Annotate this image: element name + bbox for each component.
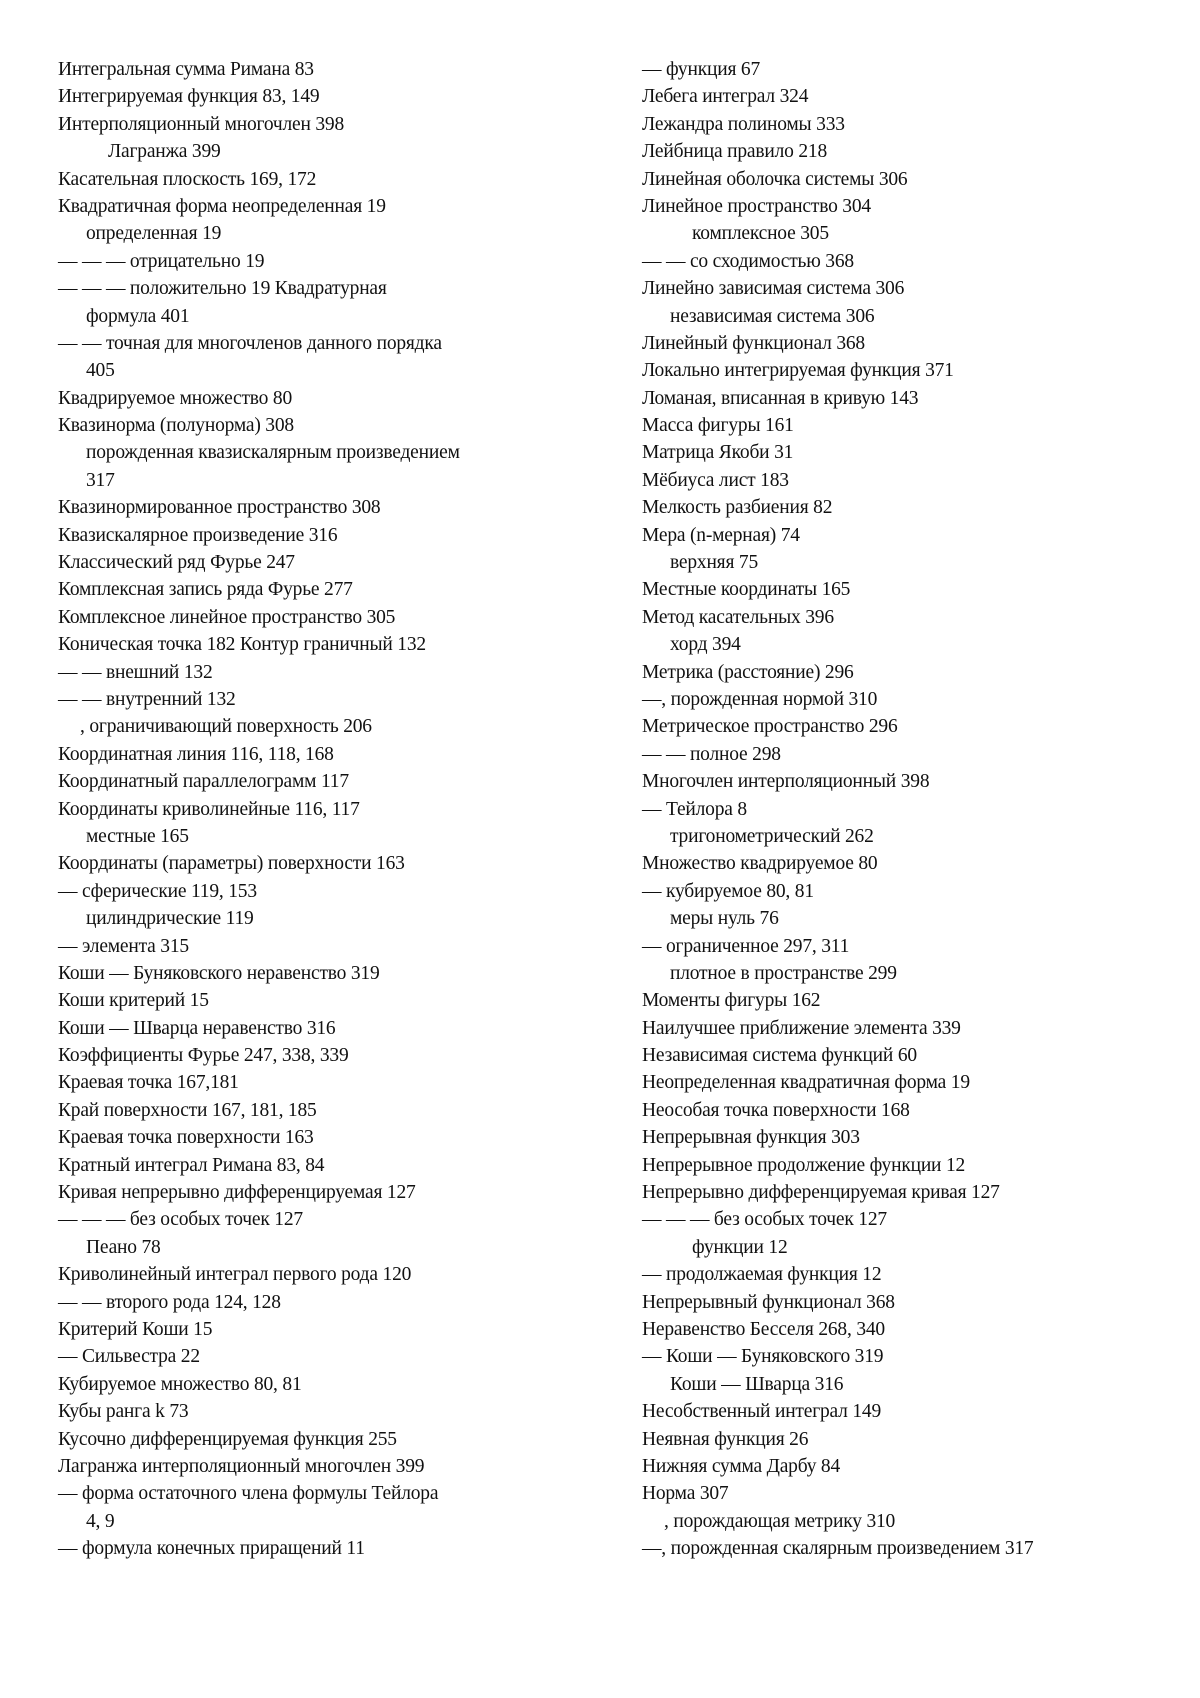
index-entry: — — внешний 132 bbox=[58, 661, 213, 683]
index-entry: — элемента 315 bbox=[58, 935, 189, 957]
index-entry: Линейное пространство 304 bbox=[642, 195, 871, 217]
index-entry: хорд 394 bbox=[670, 634, 741, 656]
index-entry: Нижняя сумма Дарбу 84 bbox=[642, 1455, 841, 1477]
index-entry: —, порожденная нормой 310 bbox=[642, 688, 878, 710]
index-entry: независимая система 306 bbox=[670, 305, 875, 327]
index-entry: Линейная оболочка системы 306 bbox=[642, 168, 908, 190]
index-entry: Многочлен интерполяционный 398 bbox=[642, 771, 930, 793]
index-entry: Кратный интеграл Римана 83, 84 bbox=[58, 1154, 325, 1176]
index-entry: Масса фигуры 161 bbox=[642, 415, 794, 437]
index-entry: Непрерывное продолжение функции 12 bbox=[642, 1154, 966, 1176]
index-entry: Кубируемое множество 80, 81 bbox=[58, 1373, 302, 1395]
index-entry: Квадратичная форма неопределенная 19 bbox=[58, 195, 386, 217]
index-entry: верхняя 75 bbox=[670, 552, 758, 574]
index-entry: 4, 9 bbox=[86, 1510, 115, 1532]
index-entry: Криволинейный интеграл первого рода 120 bbox=[58, 1264, 412, 1286]
index-entry: , ограничивающий поверхность 206 bbox=[80, 716, 372, 738]
index-entry: — — со сходимостью 368 bbox=[642, 250, 854, 272]
index-entry: — сферические 119, 153 bbox=[58, 880, 257, 902]
index-column-left bbox=[58, 56, 588, 1562]
index-entry: — формула конечных приращений 11 bbox=[58, 1538, 365, 1560]
index-entry: Непрерывно дифференцируемая кривая 127 bbox=[642, 1182, 1000, 1204]
index-entry: меры нуль 76 bbox=[670, 908, 779, 930]
index-entry: плотное в пространстве 299 bbox=[670, 962, 897, 984]
index-entry: Непрерывный функционал 368 bbox=[642, 1291, 895, 1313]
index-entry: Лагранжа 399 bbox=[108, 141, 221, 163]
index-entry: Моменты фигуры 162 bbox=[642, 990, 821, 1012]
index-entry: Краевая точка 167,181 bbox=[58, 1072, 239, 1094]
index-entry: — форма остаточного члена формулы Тейлора bbox=[58, 1483, 439, 1505]
index-entry: порожденная квазискалярным произведением bbox=[86, 442, 460, 464]
index-entry: Мелкость разбиения 82 bbox=[642, 497, 833, 519]
index-entry: Координатная линия 116, 118, 168 bbox=[58, 743, 334, 765]
index-entry: — — — без особых точек 127 bbox=[642, 1209, 887, 1231]
index-entry: — Коши — Буняковского 319 bbox=[642, 1346, 884, 1368]
index-entry: Матрица Якоби 31 bbox=[642, 442, 794, 464]
index-entry: Мера (n-мерная) 74 bbox=[642, 524, 800, 546]
index-entry: комплексное 305 bbox=[692, 223, 829, 245]
index-entry: цилиндрические 119 bbox=[86, 908, 254, 930]
index-entry: Непрерывная функция 303 bbox=[642, 1127, 860, 1149]
index-entry: — ограниченное 297, 311 bbox=[642, 935, 850, 957]
index-entry: Несобственный интеграл 149 bbox=[642, 1401, 882, 1423]
index-entry: — — — без особых точек 127 bbox=[58, 1209, 303, 1231]
index-entry: Неособая точка поверхности 168 bbox=[642, 1099, 910, 1121]
index-entry: Коническая точка 182 Контур граничный 132 bbox=[58, 634, 426, 656]
index-entry: Лежандра полиномы 333 bbox=[642, 113, 845, 135]
index-entry: Классический ряд Фурье 247 bbox=[58, 552, 295, 574]
index-entry: Край поверхности 167, 181, 185 bbox=[58, 1099, 317, 1121]
index-entry: Лебега интеграл 324 bbox=[642, 86, 809, 108]
index-entry: Координаты (параметры) поверхности 163 bbox=[58, 853, 405, 875]
index-entry: тригонометрический 262 bbox=[670, 825, 874, 847]
index-entry: — — — положительно 19 Квадратурная bbox=[58, 278, 387, 300]
index-entry: Коэффициенты Фурье 247, 338, 339 bbox=[58, 1045, 349, 1067]
index-entry: Неопределенная квадратичная форма 19 bbox=[642, 1072, 970, 1094]
index-entry: — — второго рода 124, 128 bbox=[58, 1291, 281, 1313]
index-entry: — Сильвестра 22 bbox=[58, 1346, 200, 1368]
index-entry: Линейно зависимая система 306 bbox=[642, 278, 905, 300]
index-entry: — — точная для многочленов данного порядка bbox=[58, 332, 442, 354]
index-entry: Коши — Шварца неравенство 316 bbox=[58, 1017, 336, 1039]
index-entry: Кусочно дифференцируемая функция 255 bbox=[58, 1428, 397, 1450]
index-entry: — Тейлора 8 bbox=[642, 798, 747, 820]
index-entry: Кривая непрерывно дифференцируемая 127 bbox=[58, 1182, 416, 1204]
index-entry: Метрика (расстояние) 296 bbox=[642, 661, 854, 683]
index-entry: Квазискалярное произведение 316 bbox=[58, 524, 338, 546]
index-entry: Координаты криволинейные 116, 117 bbox=[58, 798, 360, 820]
index-entry: Множество квадрируемое 80 bbox=[642, 853, 878, 875]
index-entry: Лейбница правило 218 bbox=[642, 141, 828, 163]
index-entry: Метрическое пространство 296 bbox=[642, 716, 898, 738]
index-entry: функции 12 bbox=[692, 1236, 788, 1258]
index-entry: Коши критерий 15 bbox=[58, 990, 209, 1012]
index-entry: Критерий Коши 15 bbox=[58, 1318, 213, 1340]
index-entry: Неравенство Бесселя 268, 340 bbox=[642, 1318, 885, 1340]
index-entry: Норма 307 bbox=[642, 1483, 729, 1505]
index-entry: — — полное 298 bbox=[642, 743, 781, 765]
index-entry: Лагранжа интерполяционный многочлен 399 bbox=[58, 1455, 425, 1477]
index-entry: — кубируемое 80, 81 bbox=[642, 880, 814, 902]
index-entry: Коши — Шварца 316 bbox=[670, 1373, 844, 1395]
index-entry: Пеано 78 bbox=[86, 1236, 161, 1258]
index-entry: Ломаная, вписанная в кривую 143 bbox=[642, 387, 919, 409]
index-entry: Касательная плоскость 169, 172 bbox=[58, 168, 317, 190]
index-entry: местные 165 bbox=[86, 825, 189, 847]
index-entry: Мёбиуса лист 183 bbox=[642, 469, 789, 491]
index-entry: —, порожденная скалярным произведением 317 bbox=[642, 1538, 1034, 1560]
index-entry: Линейный функционал 368 bbox=[642, 332, 865, 354]
index-entry: Интерполяционный многочлен 398 bbox=[58, 113, 345, 135]
index-entry: Метод касательных 396 bbox=[642, 606, 834, 628]
index-entry: — функция 67 bbox=[642, 59, 760, 80]
index-entry: Квадрируемое множество 80 bbox=[58, 387, 292, 409]
index-entry: — — внутренний 132 bbox=[58, 688, 236, 710]
index-entry: Комплексная запись ряда Фурье 277 bbox=[58, 579, 353, 601]
index-column-right bbox=[642, 56, 1172, 1562]
index-entry: Квазинормированное пространство 308 bbox=[58, 497, 381, 519]
index-entry: Коши — Буняковского неравенство 319 bbox=[58, 962, 380, 984]
index-entry: — — — отрицательно 19 bbox=[58, 250, 265, 272]
index-entry: Квазинорма (полунорма) 308 bbox=[58, 415, 294, 437]
index-entry: определенная 19 bbox=[86, 223, 222, 245]
index-entry: Независимая система функций 60 bbox=[642, 1045, 917, 1067]
index-entry: Неявная функция 26 bbox=[642, 1428, 809, 1450]
index-entry: Координатный параллелограмм 117 bbox=[58, 771, 349, 793]
index-entry: Интегральная сумма Римана 83 bbox=[58, 59, 314, 80]
index-entry: Кубы ранга k 73 bbox=[58, 1401, 189, 1423]
index-entry: — продолжаемая функция 12 bbox=[642, 1264, 882, 1286]
index-entry: Наилучшее приближение элемента 339 bbox=[642, 1017, 961, 1039]
index-entry: , порождающая метрику 310 bbox=[664, 1510, 896, 1532]
index-entry: Местные координаты 165 bbox=[642, 579, 851, 601]
index-entry: Краевая точка поверхности 163 bbox=[58, 1127, 314, 1149]
index-entry: 317 bbox=[86, 469, 115, 491]
index-entry: Интегрируемая функция 83, 149 bbox=[58, 86, 320, 108]
index-entry: формула 401 bbox=[86, 305, 190, 327]
index-entry: Комплексное линейное пространство 305 bbox=[58, 606, 396, 628]
index-entry: Локально интегрируемая функция 371 bbox=[642, 360, 954, 382]
index-entry: 405 bbox=[86, 360, 115, 382]
